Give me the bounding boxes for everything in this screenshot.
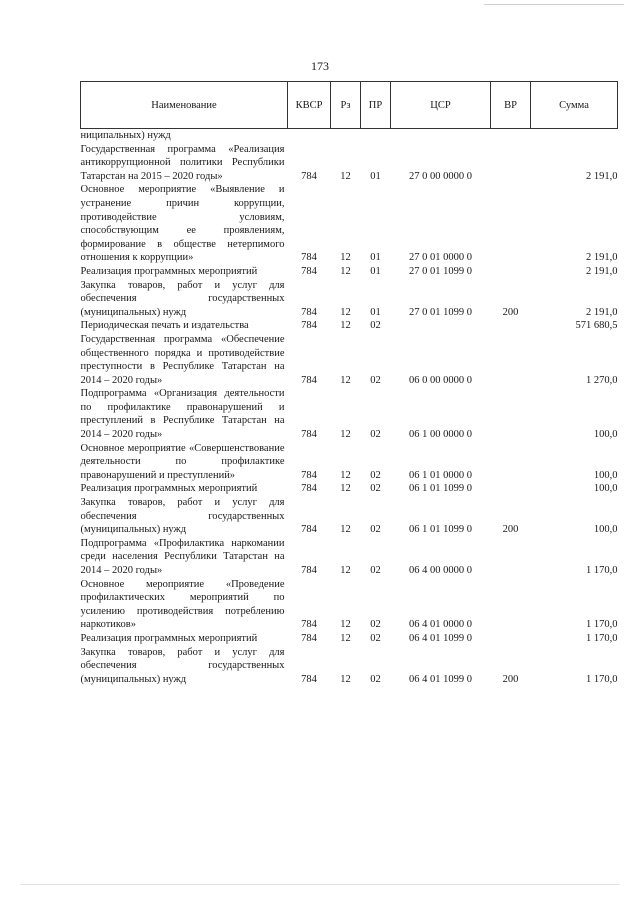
- row-rz: 12: [340, 429, 351, 441]
- row-kvsr: 784: [301, 374, 317, 386]
- row-vr: [491, 632, 531, 646]
- row-sum: 100,0: [593, 469, 618, 481]
- row-csr: 27 0 01 1099 0: [409, 265, 472, 277]
- row-pr: 01: [370, 265, 381, 277]
- row-csr: 06 4 00 0000 0: [409, 565, 472, 576]
- row-pr: 02: [370, 469, 381, 481]
- row-vr: [491, 143, 531, 184]
- row-sum: 1 170,0: [586, 619, 618, 631]
- table-header-row: [81, 82, 618, 129]
- row-csr: 27 0 01 0000 0: [409, 252, 472, 264]
- row-vr: [491, 442, 531, 483]
- row-rz: 12: [340, 619, 351, 631]
- row-vr: [491, 387, 531, 441]
- table-row: [81, 333, 618, 387]
- row-rz: 12: [340, 483, 351, 495]
- row-rz: 12: [340, 306, 351, 318]
- row-csr: 06 1 01 0000 0: [409, 469, 472, 481]
- row-kvsr: 784: [301, 524, 317, 536]
- col-header-sum: Сумма: [531, 82, 618, 129]
- row-kvsr: 784: [301, 265, 317, 277]
- row-name: Государственная программа «Реализация антикоррупционной политики Республики Татарстан на 2015 – 2020 годы»: [80, 143, 285, 182]
- row-rz: 12: [340, 320, 351, 332]
- col-header-csr: ЦСР: [391, 82, 491, 129]
- row-csr: [391, 129, 491, 143]
- table-row: [81, 143, 618, 184]
- row-sum: 2 191,0: [586, 170, 618, 182]
- col-header-pr: ПР: [361, 82, 391, 129]
- row-pr: 02: [370, 565, 381, 576]
- row-vr: [491, 482, 531, 496]
- row-name: Закупка товаров, работ и услуг для обеспечения государственных (муниципальных) нужд: [80, 497, 285, 536]
- row-pr: 02: [370, 524, 381, 536]
- row-name: Государственная программа «Обеспечение общественного порядка и противодействие преступности в Республике Татарстан на 2014 – 2020 годы»: [80, 333, 285, 386]
- row-rz: 12: [340, 565, 351, 576]
- table-row: [81, 646, 618, 687]
- row-sum: 100,0: [593, 524, 618, 536]
- table-row: [81, 319, 618, 333]
- row-kvsr: 784: [301, 483, 317, 495]
- row-name: Подпрограмма «Профилактика наркомании среди населения Республики Татарстан на 2014 – 2020 годы»: [80, 537, 285, 576]
- row-rz: [331, 129, 361, 143]
- row-sum: 2 191,0: [586, 265, 618, 277]
- row-csr: 27 0 00 0000 0: [409, 170, 472, 182]
- row-kvsr: 784: [301, 429, 317, 441]
- row-csr: 06 4 01 0000 0: [409, 619, 472, 631]
- row-rz: 12: [340, 469, 351, 481]
- table-row: [81, 442, 618, 483]
- row-pr: 01: [370, 306, 381, 318]
- row-vr: 200: [502, 524, 519, 536]
- row-name: Реализация программных мероприятий: [80, 483, 258, 495]
- row-rz: 12: [340, 673, 351, 685]
- row-name: Закупка товаров, работ и услуг для обеспечения государственных (муниципальных) нужд: [80, 279, 285, 318]
- row-vr: [491, 578, 531, 632]
- table-row: [81, 482, 618, 496]
- row-pr: 02: [370, 374, 381, 386]
- row-csr: 06 1 01 1099 0: [409, 524, 472, 536]
- row-rz: 12: [340, 632, 351, 644]
- row-vr: [491, 319, 531, 333]
- row-kvsr: 784: [301, 252, 317, 264]
- row-vr: 200: [502, 306, 519, 318]
- row-csr: [391, 319, 491, 333]
- row-vr: [491, 129, 531, 143]
- page-number: 173: [311, 59, 329, 73]
- row-kvsr: 784: [301, 632, 317, 644]
- row-pr: 02: [370, 320, 381, 332]
- table-row: [81, 265, 618, 279]
- row-rz: 12: [340, 265, 351, 277]
- scan-artifact-top: [484, 4, 624, 5]
- row-sum: 100,0: [593, 429, 618, 441]
- table-row: [81, 496, 618, 537]
- row-csr: 06 4 01 1099 0: [409, 632, 472, 644]
- row-name: Закупка товаров, работ и услуг для обеспечения государственных (муниципальных) нужд: [80, 646, 285, 685]
- row-kvsr: 784: [301, 170, 317, 182]
- row-name: Реализация программных мероприятий: [80, 632, 258, 644]
- table-row: [81, 537, 618, 578]
- row-name: Основное мероприятие «Проведение профилактических мероприятий по усилению противодействия потреблению наркотиков»: [80, 578, 285, 631]
- table-row: [81, 183, 618, 265]
- col-header-vr: ВР: [491, 82, 531, 129]
- row-sum: 2 191,0: [586, 252, 618, 264]
- row-sum: 2 191,0: [586, 306, 618, 318]
- row-kvsr: 784: [301, 469, 317, 481]
- table-row: [81, 387, 618, 441]
- row-pr: 01: [370, 252, 381, 264]
- row-kvsr: [288, 129, 331, 143]
- row-sum: 1 170,0: [586, 565, 618, 576]
- row-pr: 02: [370, 632, 381, 644]
- row-vr: [491, 537, 531, 578]
- row-sum: 1 270,0: [586, 374, 618, 386]
- row-pr: 02: [370, 429, 381, 441]
- row-name: Подпрограмма «Организация деятельности по профилактике правонарушений и преступлений в Республике Татарстан на 2014 – 2020 годы»: [80, 388, 285, 441]
- row-vr: [491, 265, 531, 279]
- row-name: Основное мероприятие «Совершенствование деятельности по профилактике правонарушений и преступлений»: [80, 442, 285, 481]
- row-rz: 12: [340, 524, 351, 536]
- table-row: [81, 279, 618, 320]
- row-sum: 571 680,5: [575, 320, 618, 332]
- row-vr: [491, 333, 531, 387]
- row-sum: 1 170,0: [586, 673, 618, 685]
- col-header-name: Наименование: [81, 82, 288, 129]
- row-pr: [361, 129, 391, 143]
- table-row: [81, 632, 618, 646]
- row-rz: 12: [340, 252, 351, 264]
- row-sum: 1 170,0: [586, 632, 618, 644]
- row-name: Периодическая печать и издательства: [80, 320, 249, 332]
- row-csr: 06 0 00 0000 0: [409, 374, 472, 386]
- col-header-rz: Рз: [331, 82, 361, 129]
- table-row: [81, 129, 618, 143]
- row-sum: 100,0: [593, 483, 618, 495]
- row-kvsr: 784: [301, 673, 317, 685]
- row-pr: 02: [370, 483, 381, 495]
- row-kvsr: 784: [301, 619, 317, 631]
- row-pr: 02: [370, 619, 381, 631]
- row-pr: 01: [370, 170, 381, 182]
- row-rz: 12: [340, 170, 351, 182]
- row-kvsr: 784: [301, 565, 317, 576]
- table-row: [81, 578, 618, 632]
- row-csr: 27 0 01 1099 0: [409, 306, 472, 318]
- scan-artifact-bottom: [20, 884, 620, 885]
- row-rz: 12: [340, 374, 351, 386]
- row-name: Реализация программных мероприятий: [80, 265, 258, 277]
- row-kvsr: 784: [301, 320, 317, 332]
- row-csr: 06 1 01 1099 0: [409, 483, 472, 495]
- row-kvsr: 784: [301, 306, 317, 318]
- row-pr: 02: [370, 673, 381, 685]
- row-sum: [531, 129, 618, 143]
- budget-table: [80, 81, 617, 686]
- row-vr: 200: [502, 673, 519, 685]
- row-vr: [491, 183, 531, 265]
- row-name: ниципальных) нужд: [80, 130, 171, 141]
- col-header-kvsr: КВСР: [288, 82, 331, 129]
- row-name: Основное мероприятие «Выявление и устранение причин коррупции, противодействие условиям, способствующим ее проявлениям, формирование в обществе нетерпимого отношения к коррупции»: [80, 184, 285, 264]
- row-csr: 06 4 01 1099 0: [409, 673, 472, 685]
- row-csr: 06 1 00 0000 0: [409, 429, 472, 441]
